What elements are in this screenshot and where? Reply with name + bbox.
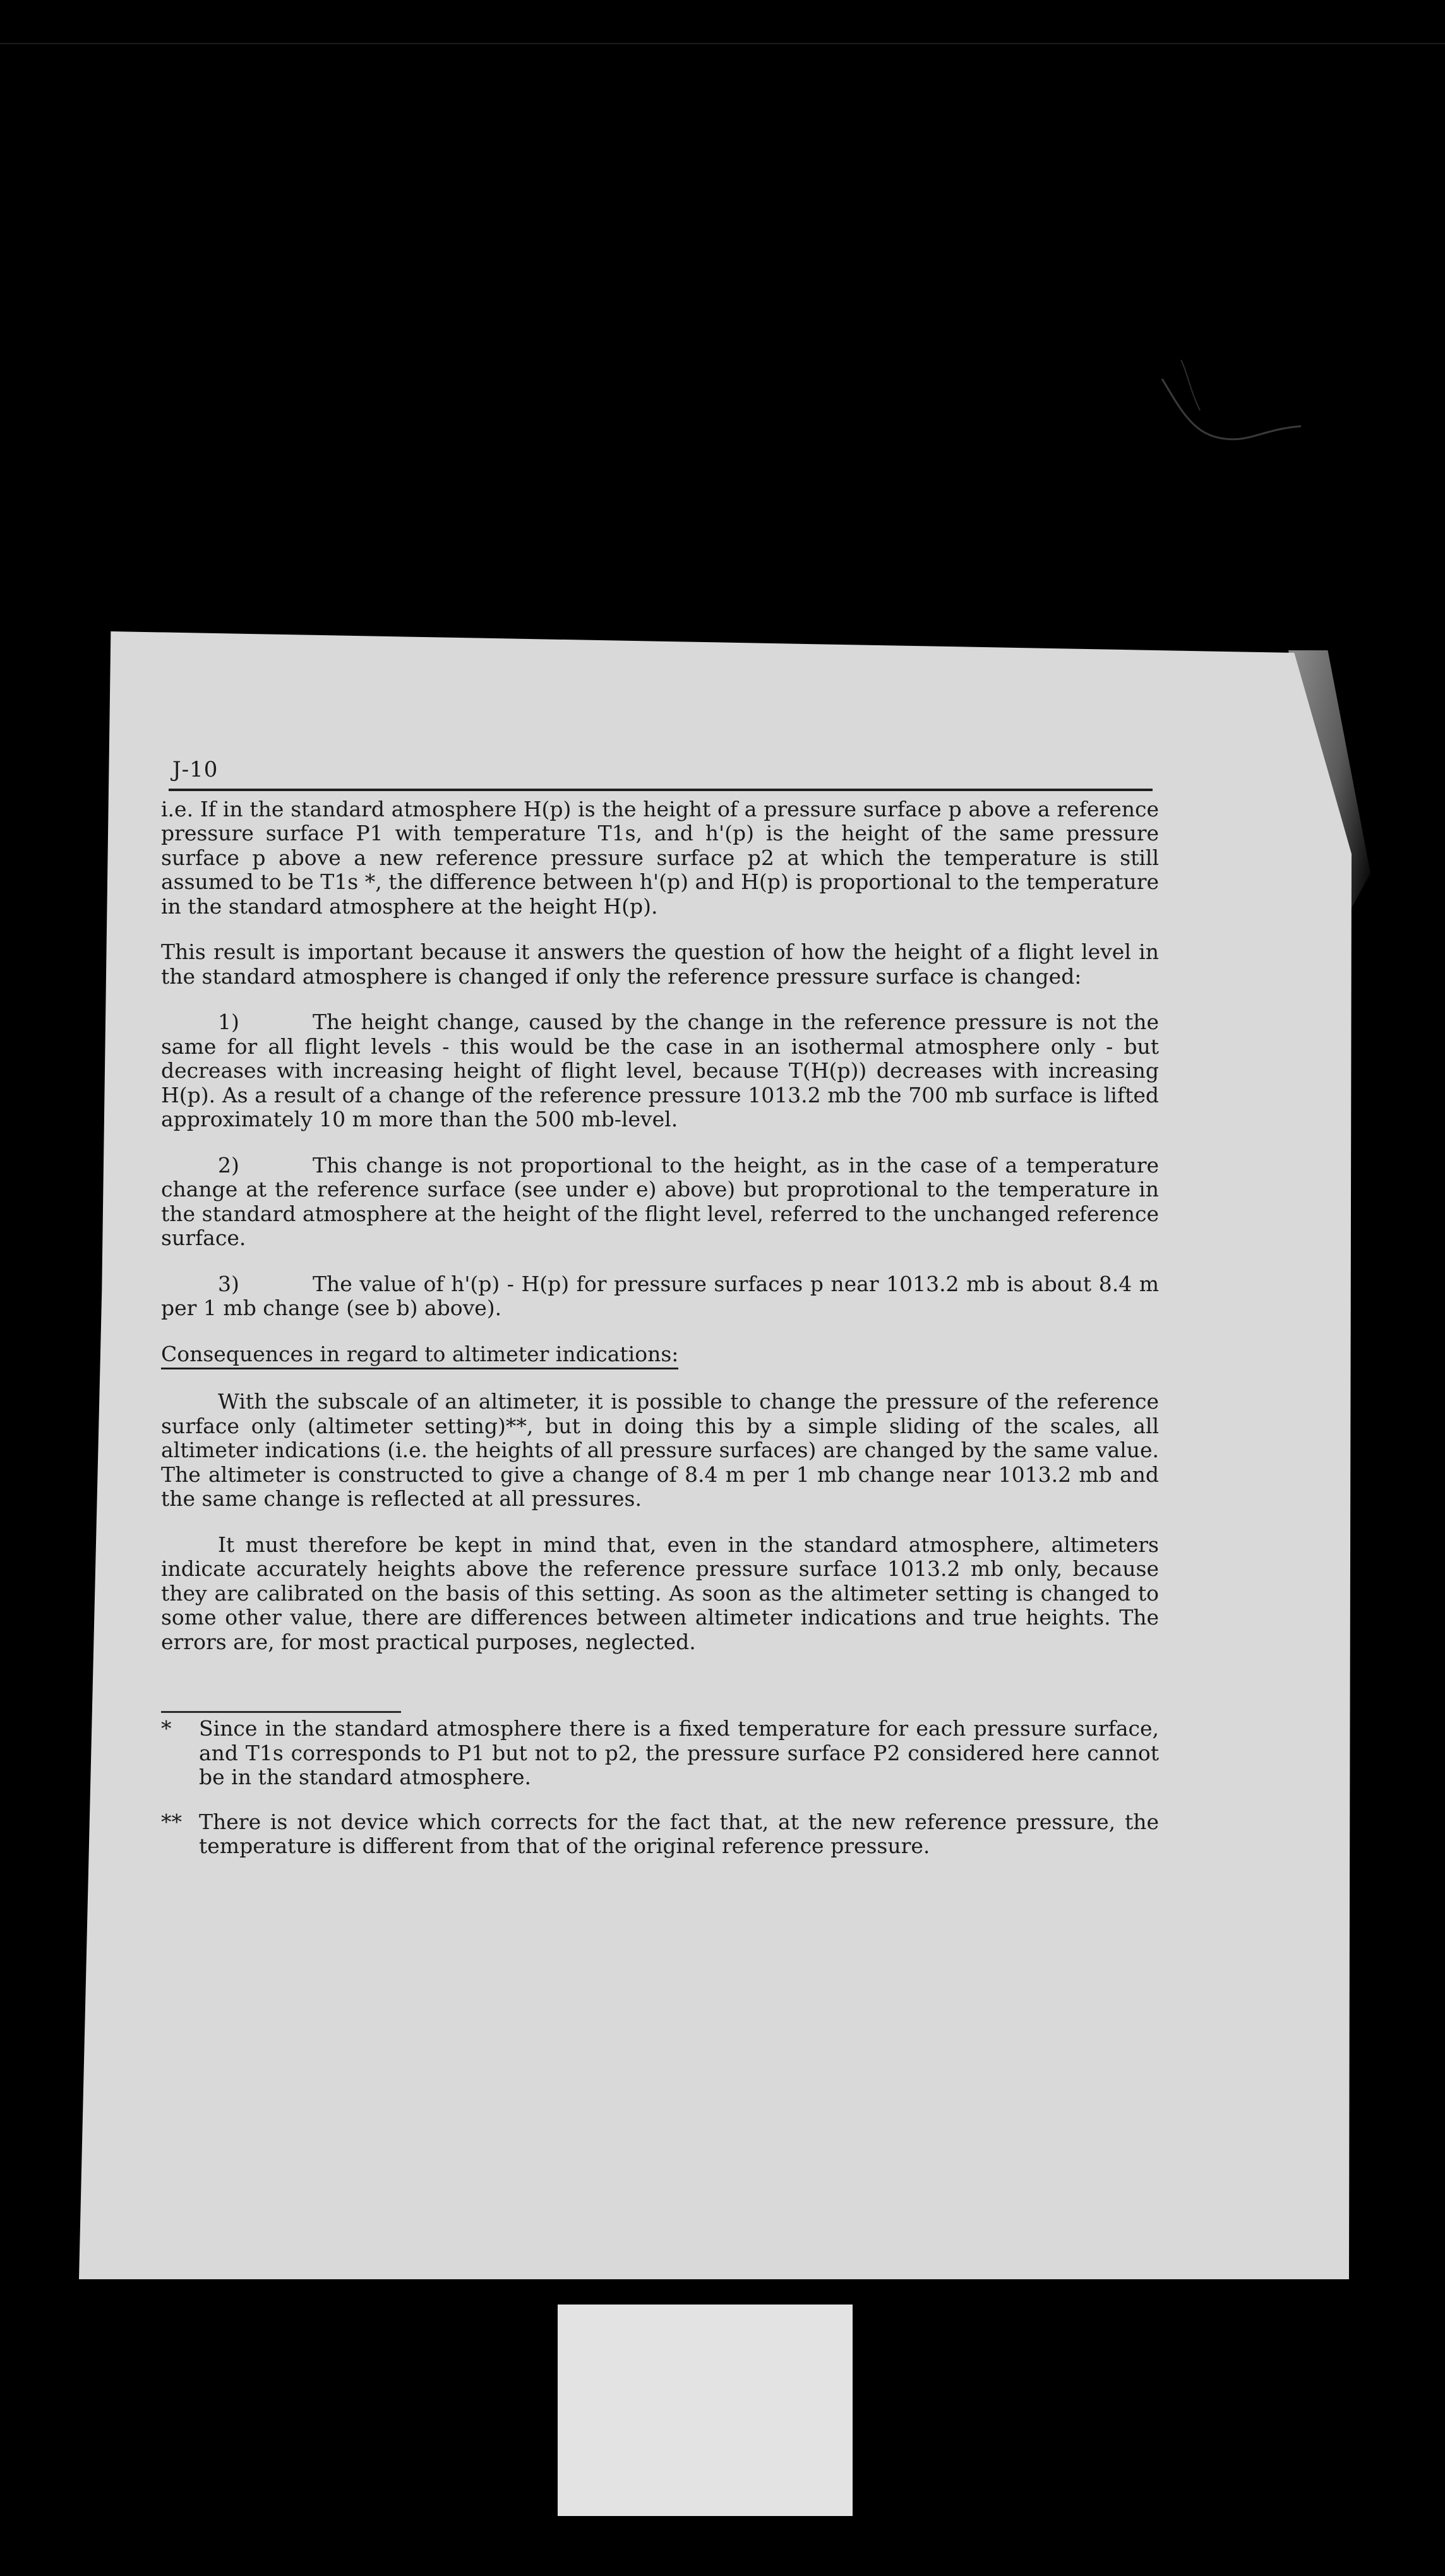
page-content	[161, 758, 1159, 1879]
footnote-rule	[161, 1711, 401, 1713]
footnote-mark: **	[161, 1809, 182, 1834]
section-paragraph: With the subscale of an altimeter, it is possible to change the pressure of the reference surface only (altimeter setting)**, but in doing this by a simple sliding of the scales, all altimeter indications (i.e. the heights of all pressure surfaces) are changed by the same value. The altimeter is constructed to give a change of 8.4 m per 1 mb change near 1013.2 mb and the same change is reflected at all pressures.	[161, 1389, 1159, 1511]
film-target-card	[558, 2305, 853, 2516]
footnote-text: Since in the standard atmosphere there is a fixed temperature for each pressure surface, and T1s corresponds to P1 but not to p2, the pressure surface P2 considered here cannot be in the standard atmosphere.	[199, 1716, 1159, 1789]
numbered-item	[161, 1154, 1159, 1251]
result-paragraph: This result is important because it answers the question of how the height of a flight level in the standard atmosphere is changed if only the reference pressure surface is changed:	[161, 939, 1159, 989]
page-number: J-10	[172, 757, 219, 782]
footnote	[161, 1717, 1159, 1790]
intro-paragraph: i.e. If in the standard atmosphere H(p) is the height of a pressure surface p above a reference pressure surface P1 with temperature T1s, and h'(p) is the height of the same pressure surface p above a new reference pressure surface p2 at which the temperature is still assumed to be T1s *, the difference between h'(p) and H(p) is proportional to the temperature in the standard atmosphere at the height H(p).	[161, 796, 1159, 919]
numbered-item	[161, 1010, 1159, 1132]
footnote-mark: *	[161, 1716, 172, 1741]
item-text: This change is not proportional to the height, as in the case of a temperature change at the reference surface (see under e) above) but proprotional to the temperature in the standard atmosphere at the height of the flight level, referred to the unchanged reference surface.	[161, 1152, 1159, 1250]
film-scratch	[1156, 354, 1314, 480]
section-paragraph: It must therefore be kept in mind that, even in the standard atmosphere, altimeters indicate accurately heights above the reference pressure surface 1013.2 mb only, because they are calibrated on the basis of this setting. As soon as the altimeter setting is changed to some other value, there are differences between altimeter indications and true heights. The errors are, for most practical purposes, neglected.	[161, 1532, 1159, 1654]
header-rule	[169, 789, 1153, 791]
film-edge-line	[0, 43, 1445, 44]
item-number: 1)	[218, 1010, 239, 1034]
numbered-item	[161, 1272, 1159, 1321]
item-text: The value of h'(p) - H(p) for pressure surfaces p near 1013.2 mb is about 8.4 m per 1 mb change (see b) above).	[161, 1271, 1159, 1320]
footnote	[161, 1810, 1159, 1859]
item-number: 2)	[218, 1152, 239, 1178]
item-number: 3)	[218, 1271, 239, 1296]
section-heading: Consequences in regard to altimeter indications:	[161, 1342, 678, 1370]
footnote-text: There is not device which corrects for the fact that, at the new reference pressure, the temperature is different from that of the original reference pressure.	[199, 1809, 1159, 1858]
item-text: The height change, caused by the change in the reference pressure is not the same for all flight levels - this would be the case in an isothermal atmosphere only - but decreases with increasing height of flight level, because T(H(p)) decreases with increasing H(p). As a result of a change of the reference pressure 1013.2 mb the 700 mb surface is lifted approximately 10 m more than the 500 mb-level.	[161, 1010, 1159, 1131]
